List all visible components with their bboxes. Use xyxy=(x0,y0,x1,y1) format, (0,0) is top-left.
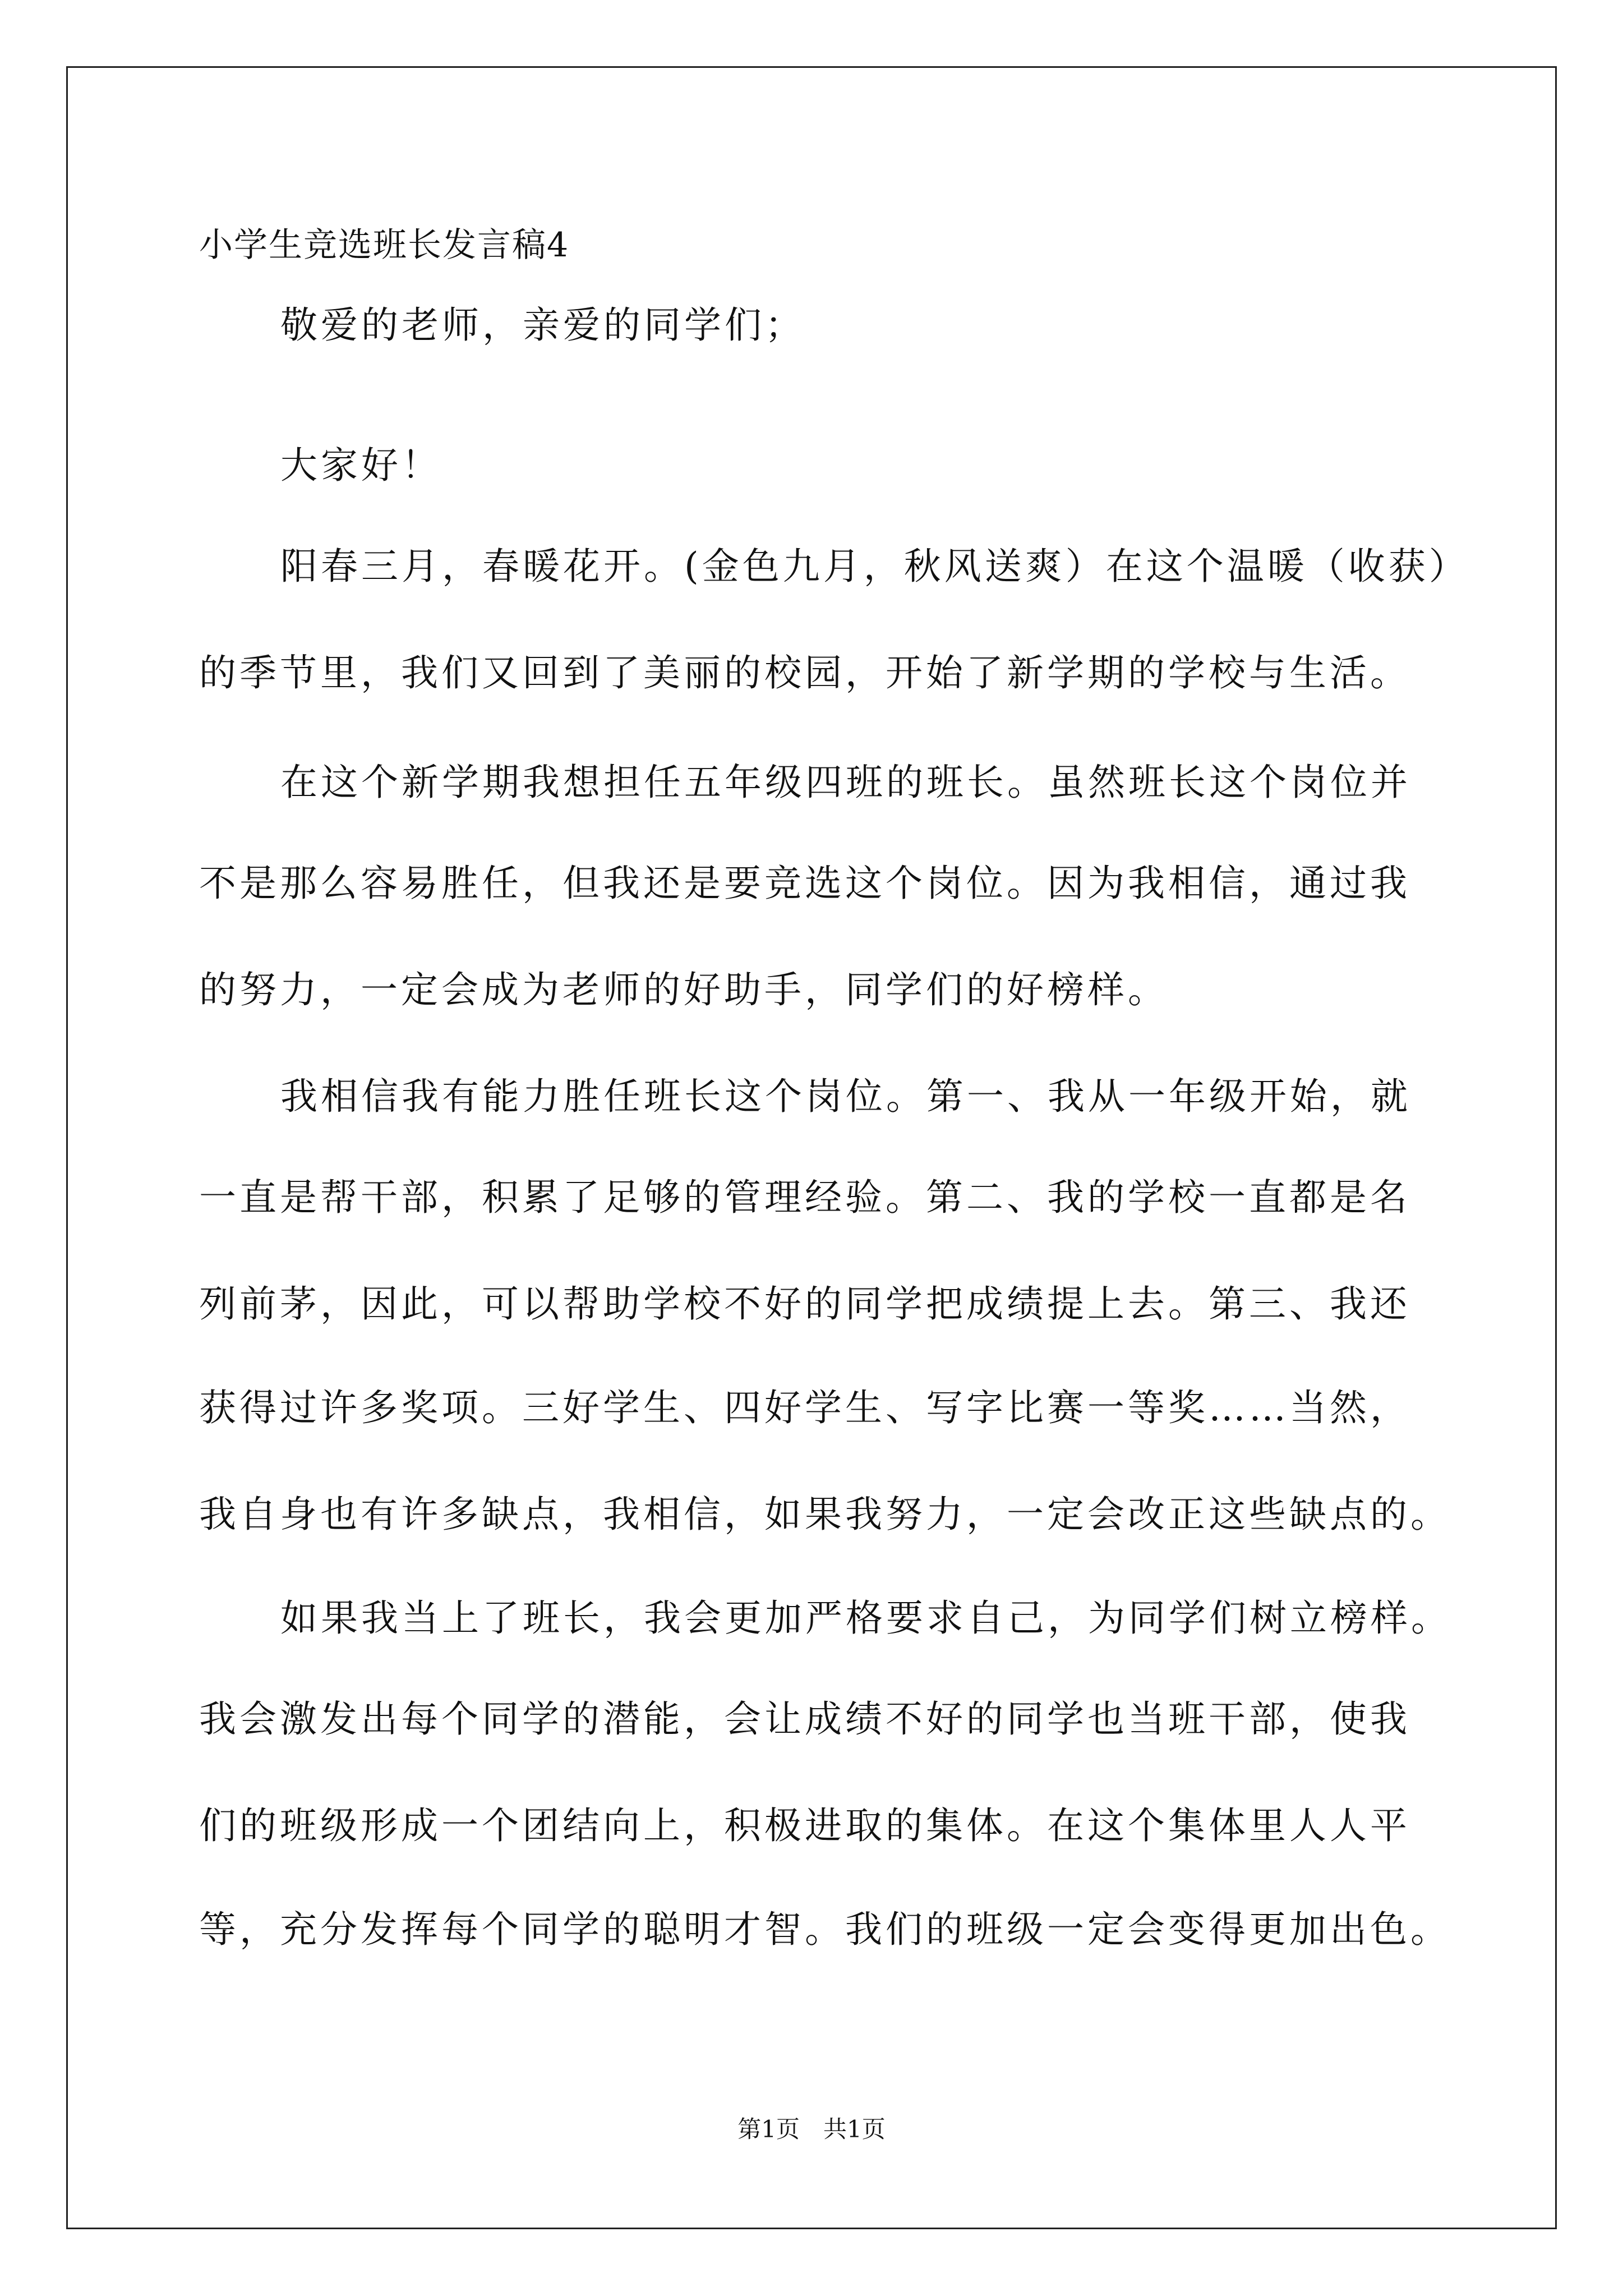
paragraph-line: 敬爱的老师，亲爱的同学们； xyxy=(280,303,805,347)
paragraph-line: 的努力，一定会成为老师的好助手，同学们的好榜样。 xyxy=(199,968,1168,1011)
document-title: 小学生竞选班长发言稿4 xyxy=(199,226,570,265)
paragraph-line: 大家好！ xyxy=(280,444,442,487)
paragraph-line: 一直是帮干部，积累了足够的管理经验。第二、我的学校一直都是名 xyxy=(199,1176,1410,1219)
paragraph-line: 我相信我有能力胜任班长这个岗位。第一、我从一年级开始，就 xyxy=(280,1075,1411,1118)
paragraph-line: 我自身也有许多缺点，我相信，如果我努力，一定会改正这些缺点的。 xyxy=(199,1493,1451,1536)
paragraph-line: 我会激发出每个同学的潜能，会让成绩不好的同学也当班干部，使我 xyxy=(199,1697,1410,1741)
paragraph-line: 的季节里，我们又回到了美丽的校园，开始了新学期的学校与生活。 xyxy=(199,651,1410,694)
paragraph-line: 们的班级形成一个团结向上，积极进取的集体。在这个集体里人人平 xyxy=(199,1804,1410,1847)
paragraph-line: 阳春三月，春暖花开。(金色九月，秋风送爽）在这个温暖（收获） xyxy=(280,545,1469,588)
paragraph-line: 获得过许多奖项。三好学生、四好学生、写字比赛一等奖……当然， xyxy=(199,1386,1410,1429)
paragraph-line: 列前茅，因此，可以帮助学校不好的同学把成绩提上去。第三、我还 xyxy=(199,1282,1410,1326)
paragraph-line: 在这个新学期我想担任五年级四班的班长。虽然班长这个岗位并 xyxy=(280,761,1411,804)
page-footer: 第1页 共1页 xyxy=(737,2115,886,2143)
paragraph-line: 等，充分发挥每个同学的聪明才智。我们的班级一定会变得更加出色。 xyxy=(199,1908,1451,1951)
paragraph-line: 如果我当上了班长，我会更加严格要求自己，为同学们树立榜样。 xyxy=(280,1596,1451,1640)
paragraph-line: 不是那么容易胜任，但我还是要竞选这个岗位。因为我相信，通过我 xyxy=(199,862,1410,905)
